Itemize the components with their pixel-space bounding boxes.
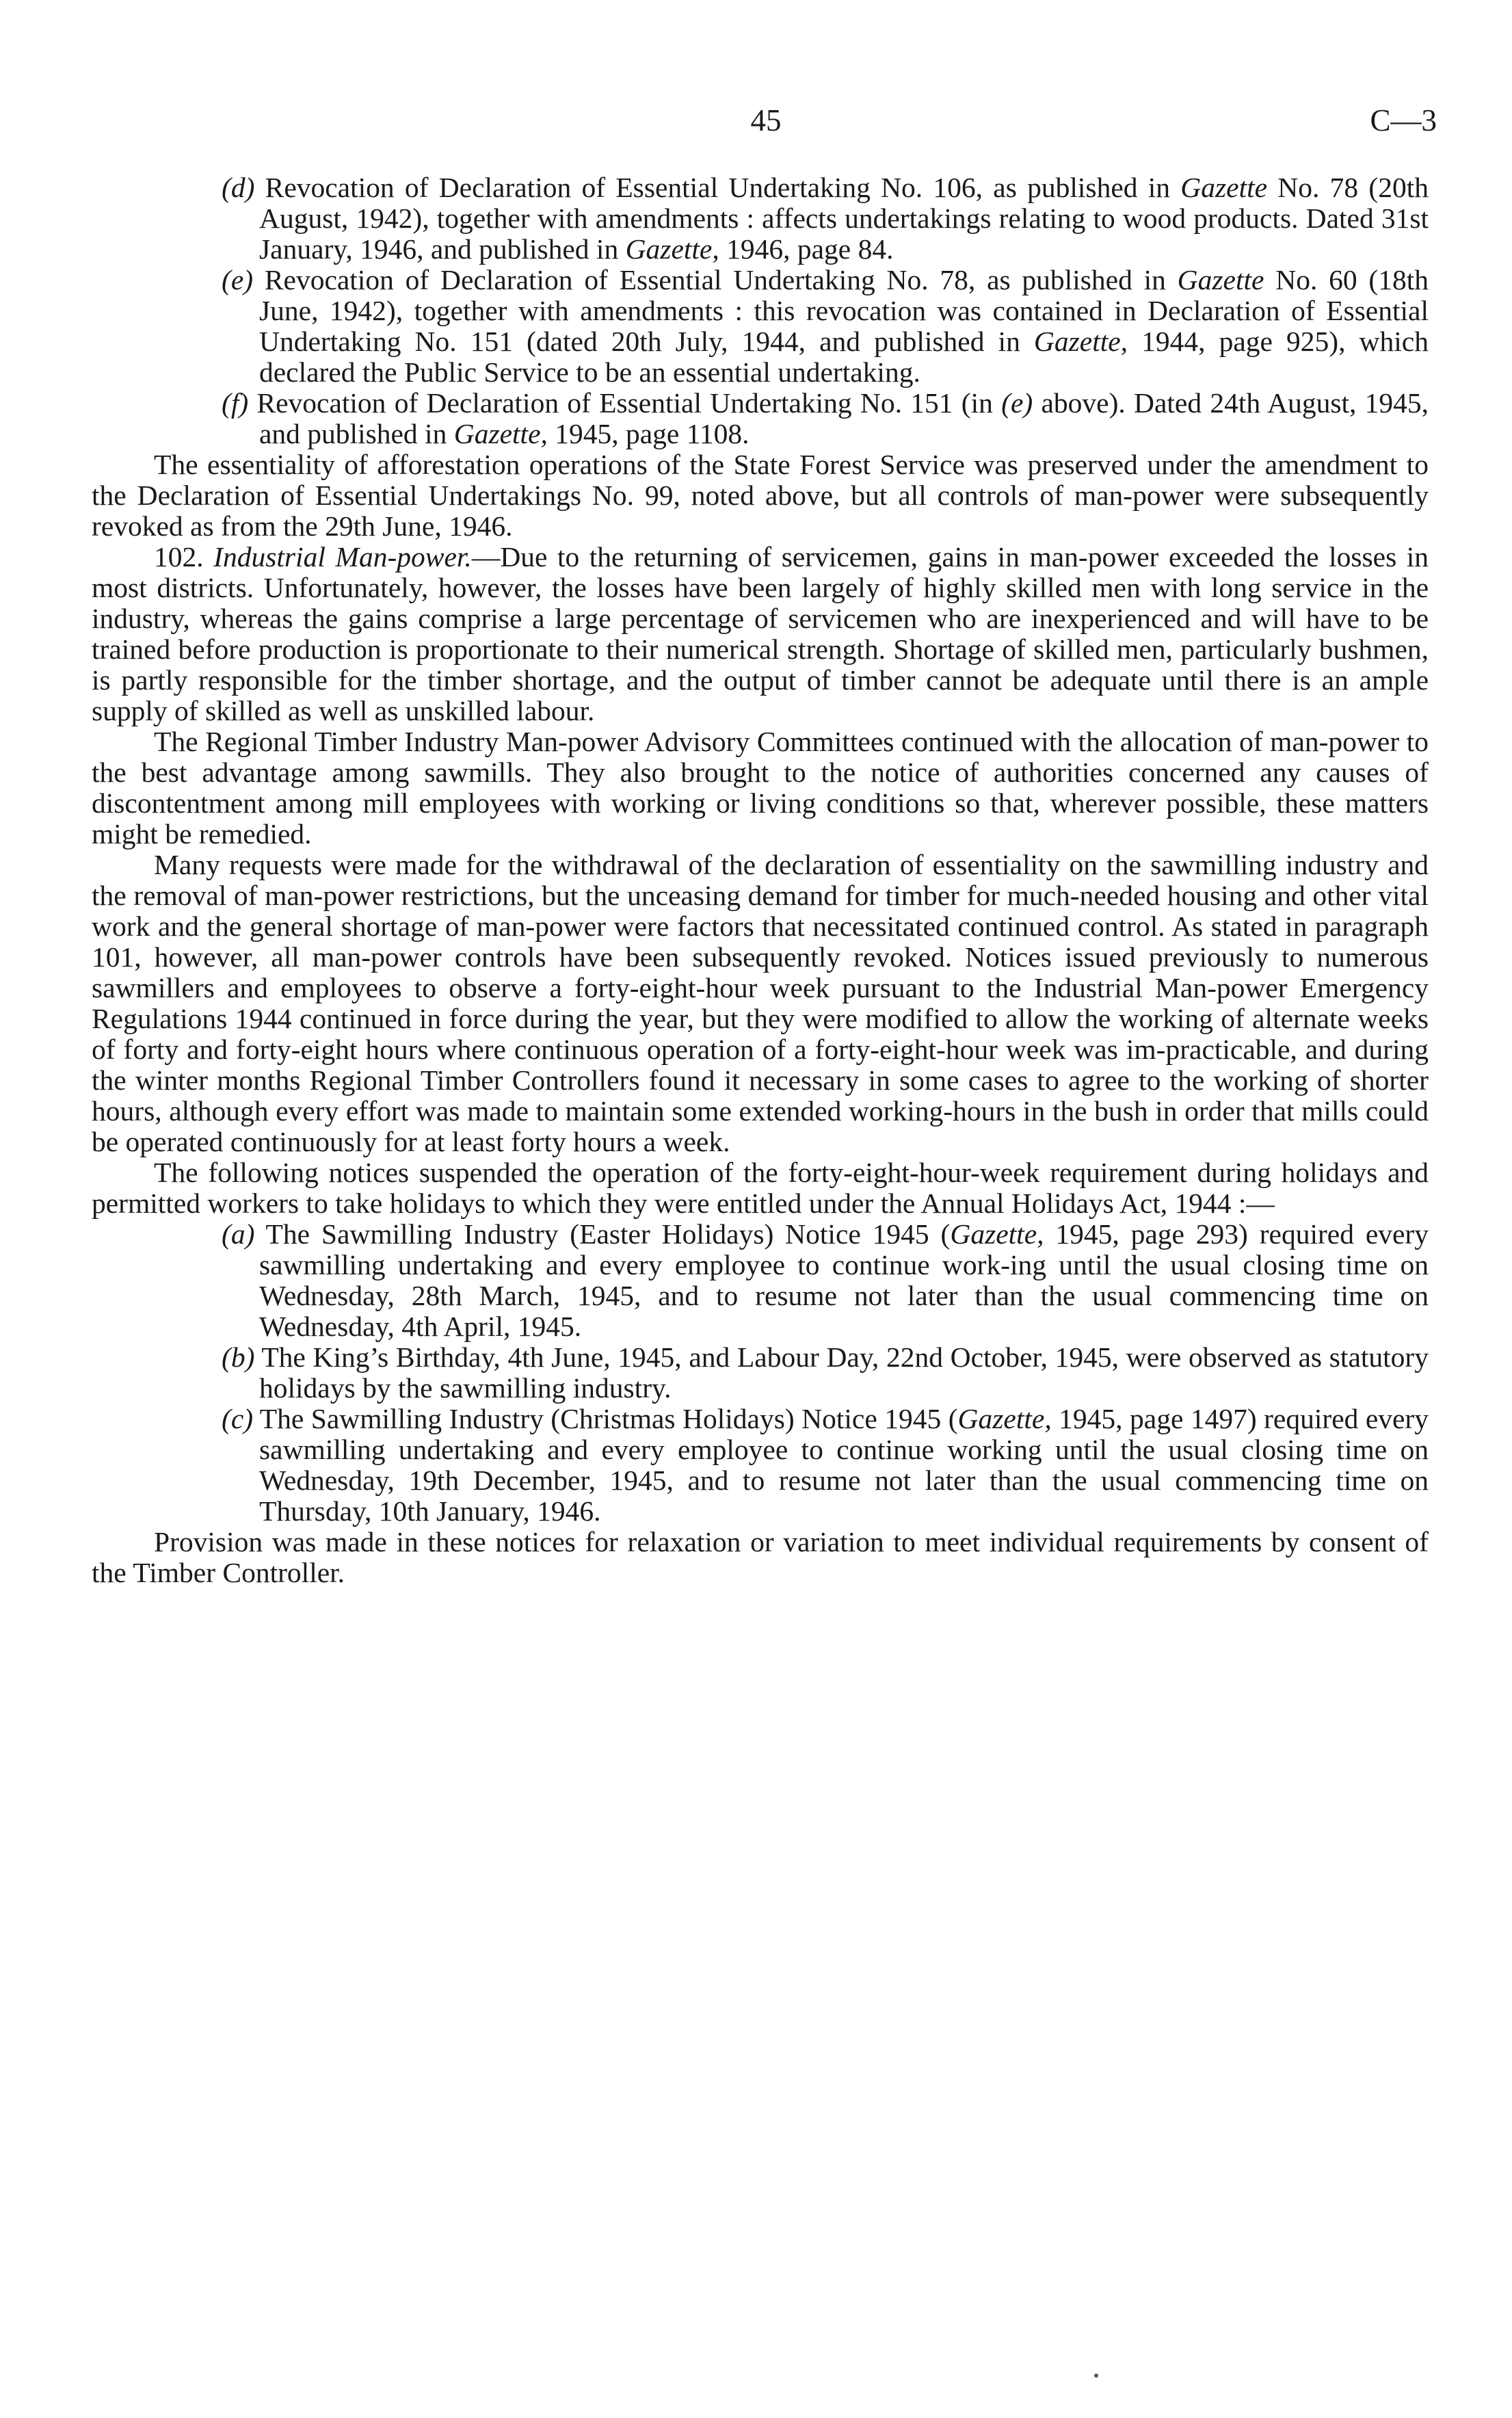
list-item-a: (a) The Sawmilling Industry (Easter Holidays) Notice 1945 (Gazette, 1945, page 293) required every sawmilling undertaking and every employee to continue work-ing until the usual closing time on Wednesday, 28th March, 1945, and to resume not later than the usual commencing time on Wednesday, 4th April, 1945. [222, 1218, 1429, 1342]
list-label: (f) [222, 387, 249, 419]
series-reference: C—3 [1370, 103, 1437, 137]
paragraph-number: 102. [154, 541, 204, 573]
list-item-f: (f) Revocation of Declaration of Essential Undertaking No. 151 (in (e) above). Dated 24th August, 1945, and published in Gazette, 1945, page 1108. [222, 387, 1429, 449]
list-label: (e) [222, 264, 254, 295]
list-label: (a) [222, 1218, 255, 1250]
list-item-c: (c) The Sawmilling Industry (Christmas Holidays) Notice 1945 (Gazette, 1945, page 1497) required every sawmilling undertaking and every employee to continue working until the usual closing time on Wednesday, 19th December, 1945, and to resume not later than the usual commencing time on Thursday, 10th January, 1946. [222, 1403, 1429, 1527]
list-item-e: (e) Revocation of Declaration of Essential Undertaking No. 78, as published in Gazette No. 60 (18th June, 1942), together with amendments : this revocation was contained in Declaration of Essential Undertaking No. 151 (dated 20th July, 1944, and published in Gazette, 1944, page 925), which declared the Public Service to be an essential undertaking. [222, 264, 1429, 388]
list-label: (d) [222, 172, 255, 203]
list-item-d: (d) Revocation of Declaration of Essential Undertaking No. 106, as published in Gazette No. 78 (20th August, 1942), together with amendments : affects undertakings relating to wood products. Dated 31st January, 1946, and published in Gazette, 1946, page 84. [222, 172, 1429, 265]
list-label: (b) [222, 1341, 255, 1373]
paragraph-essentiality: The essentiality of afforestation operations of the State Forest Service was preserved under the amendment to the Declaration of Essential Undertakings No. 99, noted above, but all controls of man-power were subsequently revoked as from the 29th June, 1946. [92, 449, 1429, 542]
paragraph-provision: Provision was made in these notices for relaxation or variation to meet individual requirements by consent of the Timber Controller. [92, 1526, 1429, 1588]
paragraph-102: 102. Industrial Man-power.—Due to the returning of servicemen, gains in man-power exceeded the losses in most districts. Unfortunately, however, the losses have been largely of highly skilled men with long service in the industry, whereas the gains comprise a large percentage of servicemen who are inexperienced and will have to be trained before production is proportionate to their numerical strength. Shortage of skilled men, particularly bushmen, is partly responsible for the timber shortage, and the output of timber cannot be adequate until there is an ample supply of skilled as well as unskilled labour. [92, 541, 1429, 726]
paragraph-heading: Industrial Man-power. [213, 541, 472, 573]
paragraph-committees: The Regional Timber Industry Man-power Advisory Committees continued with the allocation of man-power to the best advantage among sawmills. They also brought to the notice of authorities concerned any causes of discontentment among mill employees with working or living conditions so that, wherever possible, these matters might be remedied. [92, 726, 1429, 850]
print-speck [1094, 2374, 1098, 2378]
list-label: (c) [222, 1403, 254, 1434]
list-item-b: (b) The King’s Birthday, 4th June, 1945, and Labour Day, 22nd October, 1945, were observed as statutory holidays by the sawmilling industry. [222, 1341, 1429, 1404]
document-body [92, 172, 1429, 1588]
page-number: 45 [750, 103, 782, 137]
paragraph-following: The following notices suspended the operation of the forty-eight-hour-week requirement during holidays and permitted workers to take holidays to which they were entitled under the Annual Holidays Act, 1944 :— [92, 1157, 1429, 1219]
paragraph-requests: Many requests were made for the withdrawal of the declaration of essentiality on the sawmilling industry and the removal of man-power restrictions, but the unceasing demand for timber for much-needed housing and other vital work and the general shortage of man-power were factors that necessitated continued control. As stated in paragraph 101, however, all man-power controls have been subsequently revoked. Notices issued previously to numerous sawmillers and employees to observe a forty-eight-hour week pursuant to the Industrial Man-power Emergency Regulations 1944 continued in force during the year, but they were modified to allow the working of alternate weeks of forty and forty-eight hours where continuous operation of a forty-eight-hour week was im-practicable, and during the winter months Regional Timber Controllers found it necessary in some cases to agree to the working of shorter hours, although every effort was made to maintain some extended working-hours in the bush in order that mills could be operated continuously for at least forty hours a week. [92, 849, 1429, 1157]
